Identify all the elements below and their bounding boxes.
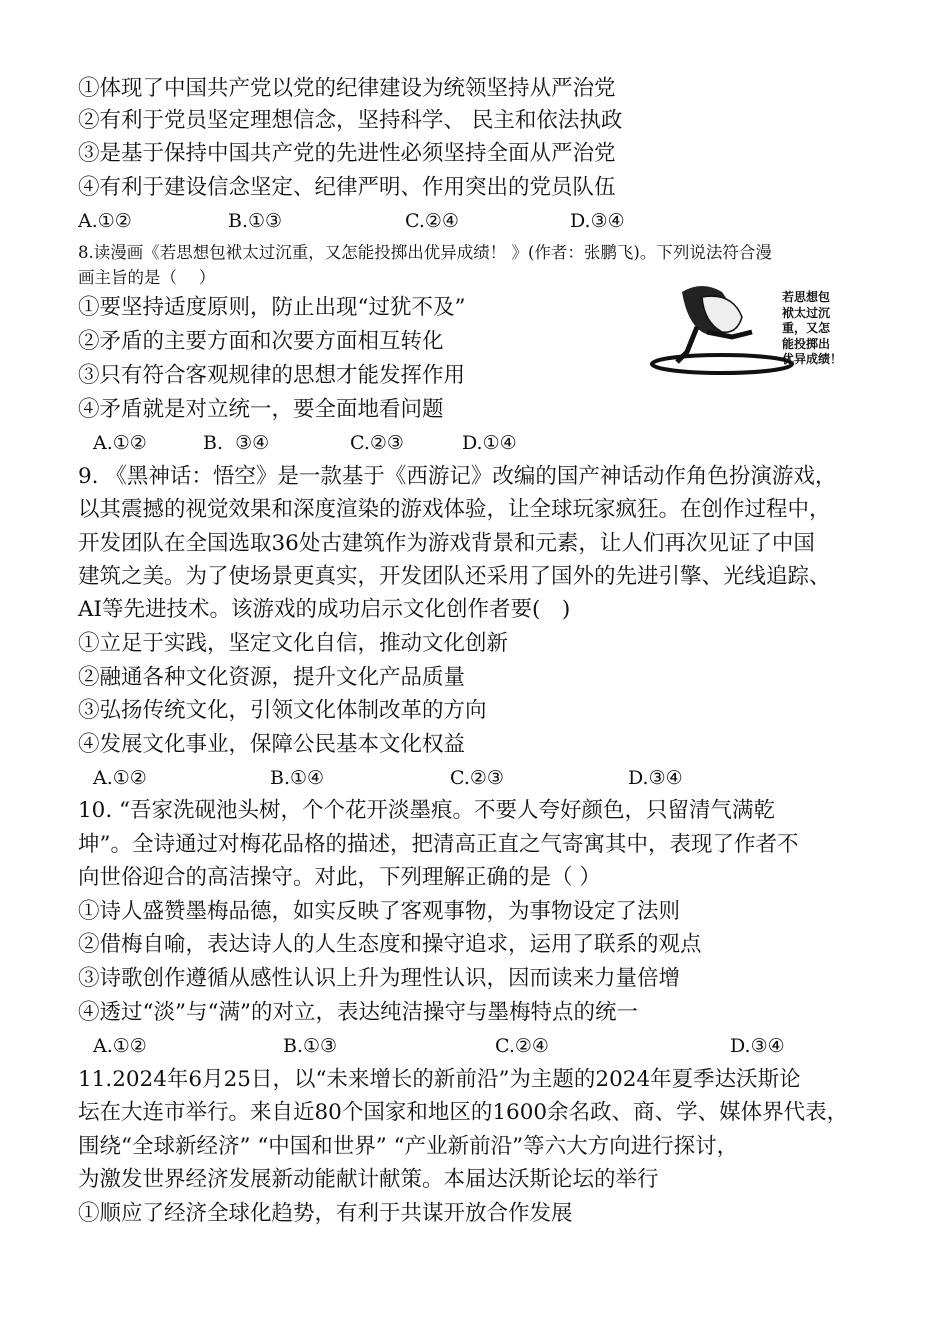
q10-item-1: ①诗人盛赞墨梅品德，如实反映了客观事物，为事物设定了法则 [78,899,681,924]
q9-stem-2: 以其震撼的视觉效果和深度渲染的游戏体验，让全球玩家疯狂。在创作过程中， [78,497,831,522]
q11-stem-3: 围绕“全球新经济” “中国和世界” “产业新前沿”等六大方向进行探讨， [78,1134,739,1159]
q10-item-4: ④透过“淡”与“满”的对立，表达纯洁操守与墨梅特点的统一 [78,1000,638,1025]
q9-stem-3: 开发团队在全国选取36处古建筑作为游戏背景和元素，让人们再次见证了中国 [78,531,815,556]
q9-stem-4: 建筑之美。为了使场景更真实，开发团队还采用了国外的先进引擎、光线追踪、 [78,564,831,589]
q8-stem-1: 8.读漫画《若思想包袱太过沉重，又怎能投掷出优异成绩！ 》(作者：张鹏飞)。下列说法符合漫 [78,243,772,262]
q10-option-d: D.③④ [730,1035,785,1057]
q8-option-d: D.①④ [462,432,517,454]
q7-item-3: ③是基于保持中国共产党的先进性必须坚持全面从严治党 [78,141,616,166]
q10-option-c: C.②④ [495,1035,549,1057]
q8-option-c: C.②③ [350,432,404,454]
q7-option-a: A.①② [78,210,132,232]
caption-line: 重，又怎 [782,321,831,335]
q9-option-c: C.②③ [450,767,504,789]
q9-stem-1: 9. 《黑神话：悟空》是一款基于《西游记》改编的国产神话动作角色扮演游戏， [78,464,837,489]
q9-stem-5: AI等先进技术。该游戏的成功启示文化创作者要( ) [78,597,571,622]
q11-item-1: ①顺应了经济全球化趋势，有利于共谋开放合作发展 [78,1201,573,1226]
q10-stem-3: 向世俗迎合的高洁操守。对此，下列理解正确的是（ ） [78,865,601,890]
q7-item-4: ④有利于建设信念坚定、纪律严明、作用突出的党员队伍 [78,175,616,200]
caption-line: 优异成绩！ [782,352,843,366]
q9-option-a: A.①② [93,767,147,789]
q8-item-4: ④矛盾就是对立统一，要全面地看问题 [78,397,444,422]
q9-item-1: ①立足于实践，坚定文化自信，推动文化创新 [78,631,509,656]
q11-stem-1: 11.2024年6月25日，以“未来增长的新前沿”为主题的2024年夏季达沃斯论 [78,1067,801,1092]
q9-item-4: ④发展文化事业，保障公民基本文化权益 [78,732,466,757]
caption-line: 袱太过沉 [782,305,831,320]
q10-option-b: B.①③ [283,1035,338,1057]
q8-item-3: ③只有符合客观规律的思想才能发挥作用 [78,363,466,388]
q10-item-3: ③诗歌创作遵循从感性认识上升为理性认识，因而读来力量倍增 [78,966,681,991]
q7-item-1: ①体现了中国共产党以党的纪律建设为统领坚持从严治党 [78,76,616,101]
q10-stem-2: 坤”。全诗通过对梅花品格的描述，把清高正直之气寄寓其中，表现了作者不 [78,832,799,857]
q8-item-2: ②矛盾的主要方面和次要方面相互转化 [78,329,444,354]
q8-option-a: A.①② [93,432,147,454]
q8-item-1: ①要坚持适度原则，防止出现“过犹不及” [78,295,466,320]
q7-item-2: ②有利于党员坚定理想信念，坚持科学、 民主和依法执政 [78,108,623,133]
q9-item-2: ②融通各种文化资源，提升文化产品质量 [78,665,466,690]
q7-option-b: B.①③ [228,210,283,232]
q10-item-2: ②借梅自喻，表达诗人的人生态度和操守追求，运用了联系的观点 [78,932,702,957]
q11-stem-4: 为激发世界经济发展新动能献计献策。本届达沃斯论坛的举行 [78,1167,659,1192]
q10-stem-1: 10. “吾家洗砚池头树，个个花开淡墨痕。不要人夸好颜色，只留清气满乾 [78,798,776,823]
cartoon-caption [782,290,842,368]
caption-line: 能投掷出 [782,336,831,351]
q10-option-a: A.①② [93,1035,147,1057]
q8-stem-2: 画主旨的是（ ） [78,268,216,287]
q7-option-d: D.③④ [570,210,625,232]
q7-option-c: C.②④ [405,210,459,232]
q9-option-d: D.③④ [628,767,683,789]
caption-line: 若思想包 [782,290,831,304]
q8-option-b: B. ③④ [203,432,270,454]
q9-option-b: B.①④ [270,767,325,789]
q11-stem-2: 坛在大连市举行。来自近80个国家和地区的1600余名政、商、学、媒体界代表， [78,1100,849,1125]
q9-item-3: ③弘扬传统文化，引领文化体制改革的方向 [78,698,487,723]
